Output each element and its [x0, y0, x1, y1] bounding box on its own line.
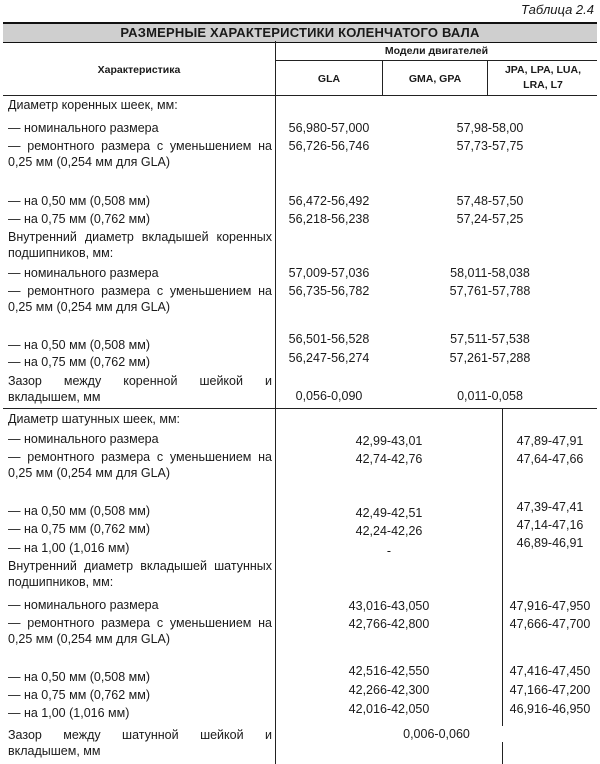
cell-jpa: 47,166-47,200	[509, 683, 591, 697]
cell-gma-gpa: 57,261-57,288	[449, 351, 531, 365]
row-label: — на 0,50 мм (0,508 мм)	[8, 338, 151, 352]
cell-jpa: 47,39-47,41	[516, 500, 584, 514]
table-title: РАЗМЕРНЫЕ ХАРАКТЕРИСТИКИ КОЛЕНЧАТОГО ВАЛА	[3, 22, 597, 43]
row-label: — на 0,50 мм (0,508 мм)	[8, 670, 151, 684]
header-gla: GLA	[317, 73, 341, 85]
cell-gla-gma: 42,49-42,51	[355, 506, 423, 520]
row-label: Зазор между коренной шейкой и вкладышем, мм	[8, 374, 272, 405]
row-label: — на 0,50 мм (0,508 мм)	[8, 194, 151, 208]
cell-gla-gma: 43,016-43,050	[348, 599, 430, 613]
row-label: Диаметр коренных шеек, мм:	[8, 98, 178, 112]
cell-gma-gpa: 57,98-58,00	[456, 121, 524, 135]
cell-gla: 56,472-56,492	[288, 194, 370, 208]
row-label: Диаметр шатунных шеек, мм:	[8, 412, 181, 426]
cell-gla-gma: 42,016-42,050	[348, 702, 430, 716]
cell-gla-gma: 42,266-42,300	[348, 683, 430, 697]
row-label: — ремонтного размера с уменьшением на 0,25 мм (0,254 мм для GLA)	[8, 616, 272, 647]
cell-gla: 56,218-56,238	[288, 212, 370, 226]
cell-jpa: 47,14-47,16	[516, 518, 584, 532]
header-characteristic: Характеристика	[97, 64, 181, 76]
cell-gla: 56,247-56,274	[288, 351, 370, 365]
cell-gla: 56,726-56,746	[288, 139, 370, 153]
cell-jpa: 47,916-47,950	[509, 599, 591, 613]
table-caption: Таблица 2.4	[521, 2, 594, 17]
cell-gla-gma: -	[386, 544, 392, 558]
row-label: — на 0,75 мм (0,762 мм)	[8, 688, 151, 702]
row-label: — ремонтного размера с уменьшением на 0,25 мм (0,254 мм для GLA)	[8, 139, 272, 170]
cell-gla-gma: 42,99-43,01	[355, 434, 423, 448]
cell-jpa: 47,89-47,91	[516, 434, 584, 448]
row-label: — на 0,75 мм (0,762 мм)	[8, 212, 151, 226]
row-label: — на 0,75 мм (0,762 мм)	[8, 522, 151, 536]
row-label: Зазор между шатунной шейкой и вкладышем, мм	[8, 728, 272, 759]
header-gma-gpa: GMA, GPA	[408, 73, 462, 85]
header-engine-models: Модели двигателей	[384, 45, 489, 57]
cell-gma-gpa: 57,761-57,788	[449, 284, 531, 298]
cell-gma-gpa: 57,73-57,75	[456, 139, 524, 153]
cell-gma-gpa: 57,24-57,25	[456, 212, 524, 226]
header-jpa: LRA, L7	[523, 79, 563, 91]
cell-gla-gma: 42,24-42,26	[355, 524, 423, 538]
cell-gla: 56,501-56,528	[288, 332, 370, 346]
row-label: — на 0,50 мм (0,508 мм)	[8, 504, 151, 518]
cell-gla-gma: 42,516-42,550	[348, 664, 430, 678]
cell-gla-gma: 42,766-42,800	[348, 617, 430, 631]
cell-gla: 56,980-57,000	[288, 121, 370, 135]
cell-gla: 57,009-57,036	[288, 266, 370, 280]
cell-jpa: 47,64-47,66	[516, 452, 584, 466]
row-label: — номинального размера	[8, 266, 159, 280]
cell-gma-gpa: 58,011-58,038	[450, 266, 530, 280]
cell-jpa: 47,666-47,700	[509, 617, 591, 631]
cell-jpa: 46,89-46,91	[516, 536, 584, 550]
cell-gma-gpa: 0,011-0,058	[457, 389, 523, 403]
cell-gla-gma: 42,74-42,76	[355, 452, 423, 466]
cell-gma-gpa: 57,511-57,538	[450, 332, 530, 346]
cell-jpa: 47,416-47,450	[509, 664, 591, 678]
row-label: — номинального размера	[8, 432, 159, 446]
cell-jpa: 46,916-46,950	[509, 702, 591, 716]
row-label: Внутренний диаметр вкладышей шатунных подшипников, мм:	[8, 559, 272, 590]
cell-gla: 0,056-0,090	[295, 389, 363, 403]
row-label: — ремонтного размера с уменьшением на 0,25 мм (0,254 мм для GLA)	[8, 450, 272, 481]
header-jpa: JPA, LPA, LUA,	[504, 64, 582, 76]
row-label: — номинального размера	[8, 598, 159, 612]
cell-gma-gpa: 57,48-57,50	[456, 194, 524, 208]
cell-gla: 56,735-56,782	[288, 284, 370, 298]
section-divider	[3, 408, 597, 409]
header-divider	[275, 60, 597, 61]
row-label: — на 0,75 мм (0,762 мм)	[8, 355, 151, 369]
row-label: — на 1,00 (1,016 мм)	[8, 706, 130, 720]
row-label: — ремонтного размера с уменьшением на 0,25 мм (0,254 мм для GLA)	[8, 284, 272, 315]
row-label: Внутренний диаметр вкладышей коренных подшипников, мм:	[8, 230, 272, 261]
row-label: — на 1,00 (1,016 мм)	[8, 541, 130, 555]
cell-all-models: 0,006-0,060	[276, 726, 597, 742]
header-bottom-border	[3, 95, 597, 96]
row-label: — номинального размера	[8, 121, 159, 135]
